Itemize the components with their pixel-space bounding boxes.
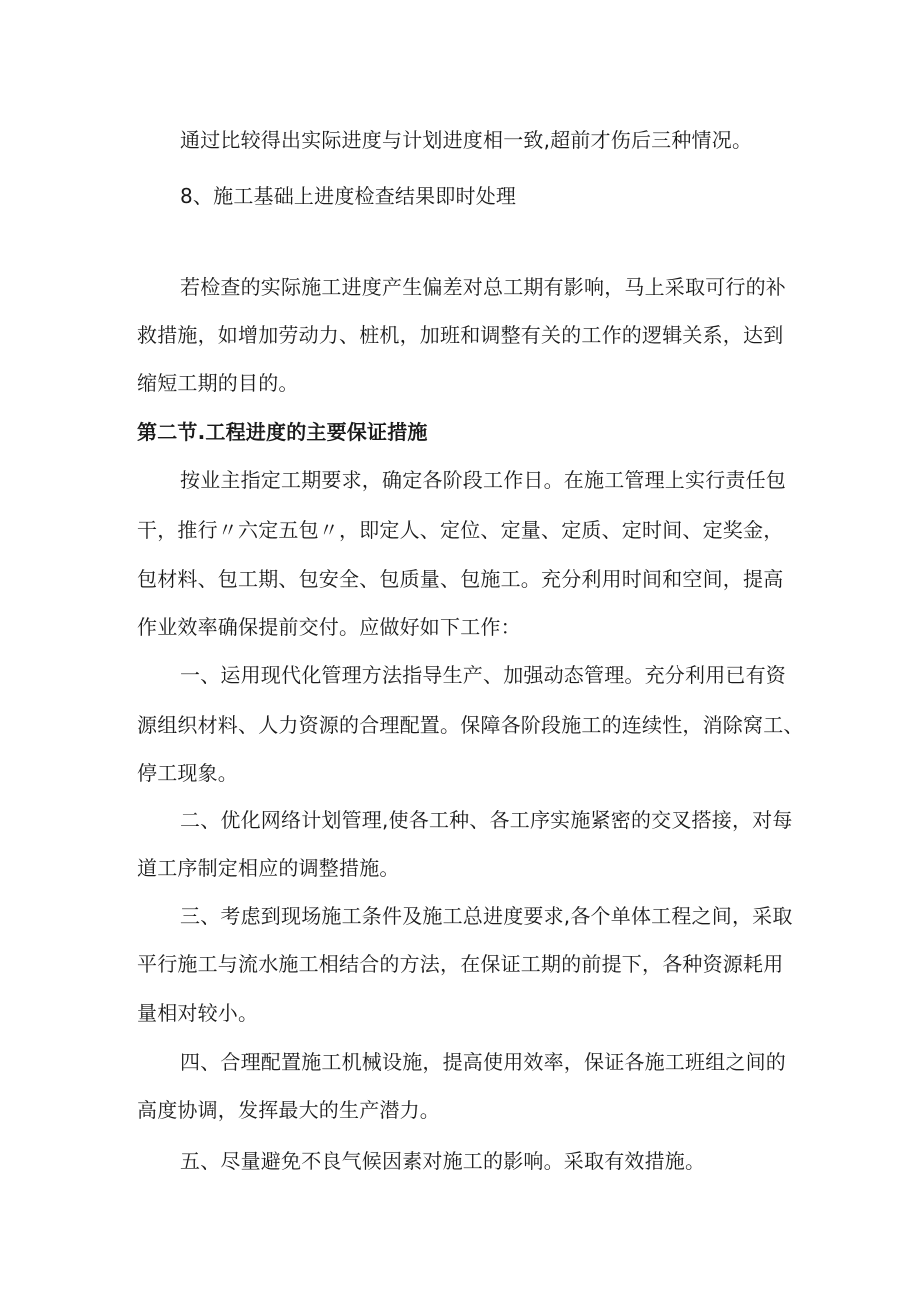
para-item-3-line-1: 三、考虑到现场施工条件及施工总进度要求,各个单体工程之间，采取 xyxy=(180,904,793,928)
para-owner-schedule-line-4: 作业效率确保提前交付。应做好如下工作： xyxy=(137,615,521,639)
para-owner-schedule-line-2: 干，推行〃六定五包〃，即定人、定位、定量、定质、定时间、定奖金， xyxy=(137,518,784,542)
para-deviation-measures-line-2: 救措施，如增加劳动力、桩机，加班和调整有关的工作的逻辑关系，达到 xyxy=(137,323,784,347)
para-item-3-line-2: 平行施工与流水施工相结合的方法，在保证工期的前提下，各种资源耗用 xyxy=(137,952,784,976)
para-item-4-line-2: 高度协调，发挥最大的生产潜力。 xyxy=(137,1098,440,1122)
para-deviation-measures-line-1: 若检查的实际施工进度产生偏差对总工期有影响，马上采取可行的补 xyxy=(180,275,786,299)
para-item-4-line-1: 四、合理配置施工机械设施，提高使用效率，保证各施工班组之间的 xyxy=(180,1050,786,1074)
para-deviation-measures-line-3: 缩短工期的目的。 xyxy=(137,371,299,395)
para-owner-schedule-line-1: 按业主指定工期要求，确定各阶段工作日。在施工管理上实行责任包 xyxy=(180,468,786,492)
para-item-2-line-2: 道工序制定相应的调整措施。 xyxy=(137,856,400,880)
para-item-1-line-1: 一、运用现代化管理方法指导生产、加强动态管理。充分利用已有资 xyxy=(180,663,786,687)
para-item-8-line-1: 8、施工基础上进度检查结果即时处理 xyxy=(180,184,517,208)
section-heading: 第二节.工程进度的主要保证措施 xyxy=(137,420,428,444)
para-item-3-line-3: 量相对较小。 xyxy=(137,1001,259,1025)
para-item-5-line-1: 五、尽量避免不良气候因素对施工的影响。采取有效措施。 xyxy=(180,1149,706,1173)
para-item-1-line-3: 停工现象。 xyxy=(137,761,238,785)
para-item-1-line-2: 源组织材料、人力资源的合理配置。保障各阶段施工的连续性，消除窝工、 xyxy=(137,713,804,737)
para-owner-schedule-line-3: 包材料、包工期、包安全、包质量、包施工。充分利用时间和空间，提高 xyxy=(137,567,784,591)
para-comparison-result-line-1: 通过比较得出实际进度与计划进度相一致,超前才伤后三种情况。 xyxy=(180,128,753,152)
para-item-2-line-1: 二、优化网络计划管理,使各工种、各工序实施紧密的交叉搭接，对每 xyxy=(180,808,793,832)
